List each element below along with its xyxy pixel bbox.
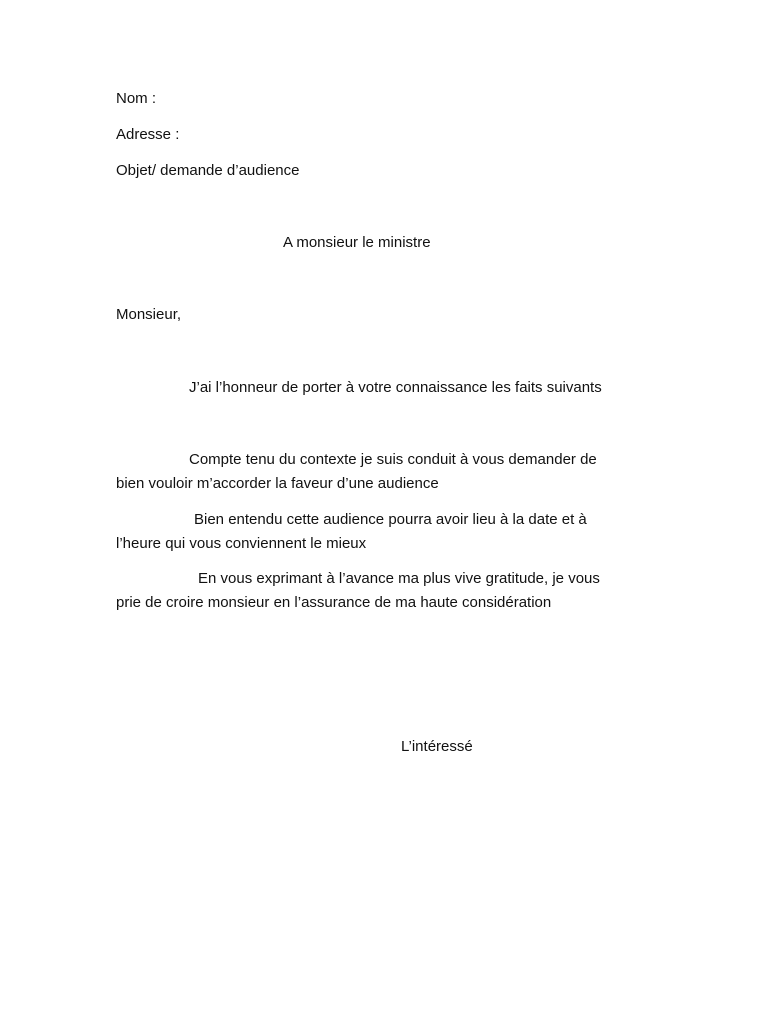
address-label: Adresse :	[116, 126, 180, 143]
subject-line: Objet/ demande d’audience	[116, 162, 300, 179]
name-label: Nom :	[116, 90, 157, 107]
closing-line-2: prie de croire monsieur en l’assurance de ma haute considération	[116, 594, 552, 611]
salutation: Monsieur,	[116, 306, 182, 323]
signature: L’intéressé	[401, 738, 473, 755]
request-line-2: bien vouloir m’accorder la faveur d’une audience	[116, 475, 439, 492]
intro-paragraph: J’ai l’honneur de porter à votre connaissance les faits suivants	[189, 379, 602, 396]
timing-line-2: l’heure qui vous conviennent le mieux	[116, 535, 367, 552]
timing-line-1: Bien entendu cette audience pourra avoir lieu à la date et à	[194, 511, 587, 528]
request-paragraph	[116, 448, 656, 496]
closing-paragraph	[116, 567, 656, 615]
timing-paragraph	[116, 508, 656, 556]
closing-line-1: En vous exprimant à l’avance ma plus vive gratitude, je vous	[198, 570, 600, 587]
request-line-1: Compte tenu du contexte je suis conduit à vous demander de	[189, 451, 597, 468]
recipient-line: A monsieur le ministre	[283, 234, 431, 251]
